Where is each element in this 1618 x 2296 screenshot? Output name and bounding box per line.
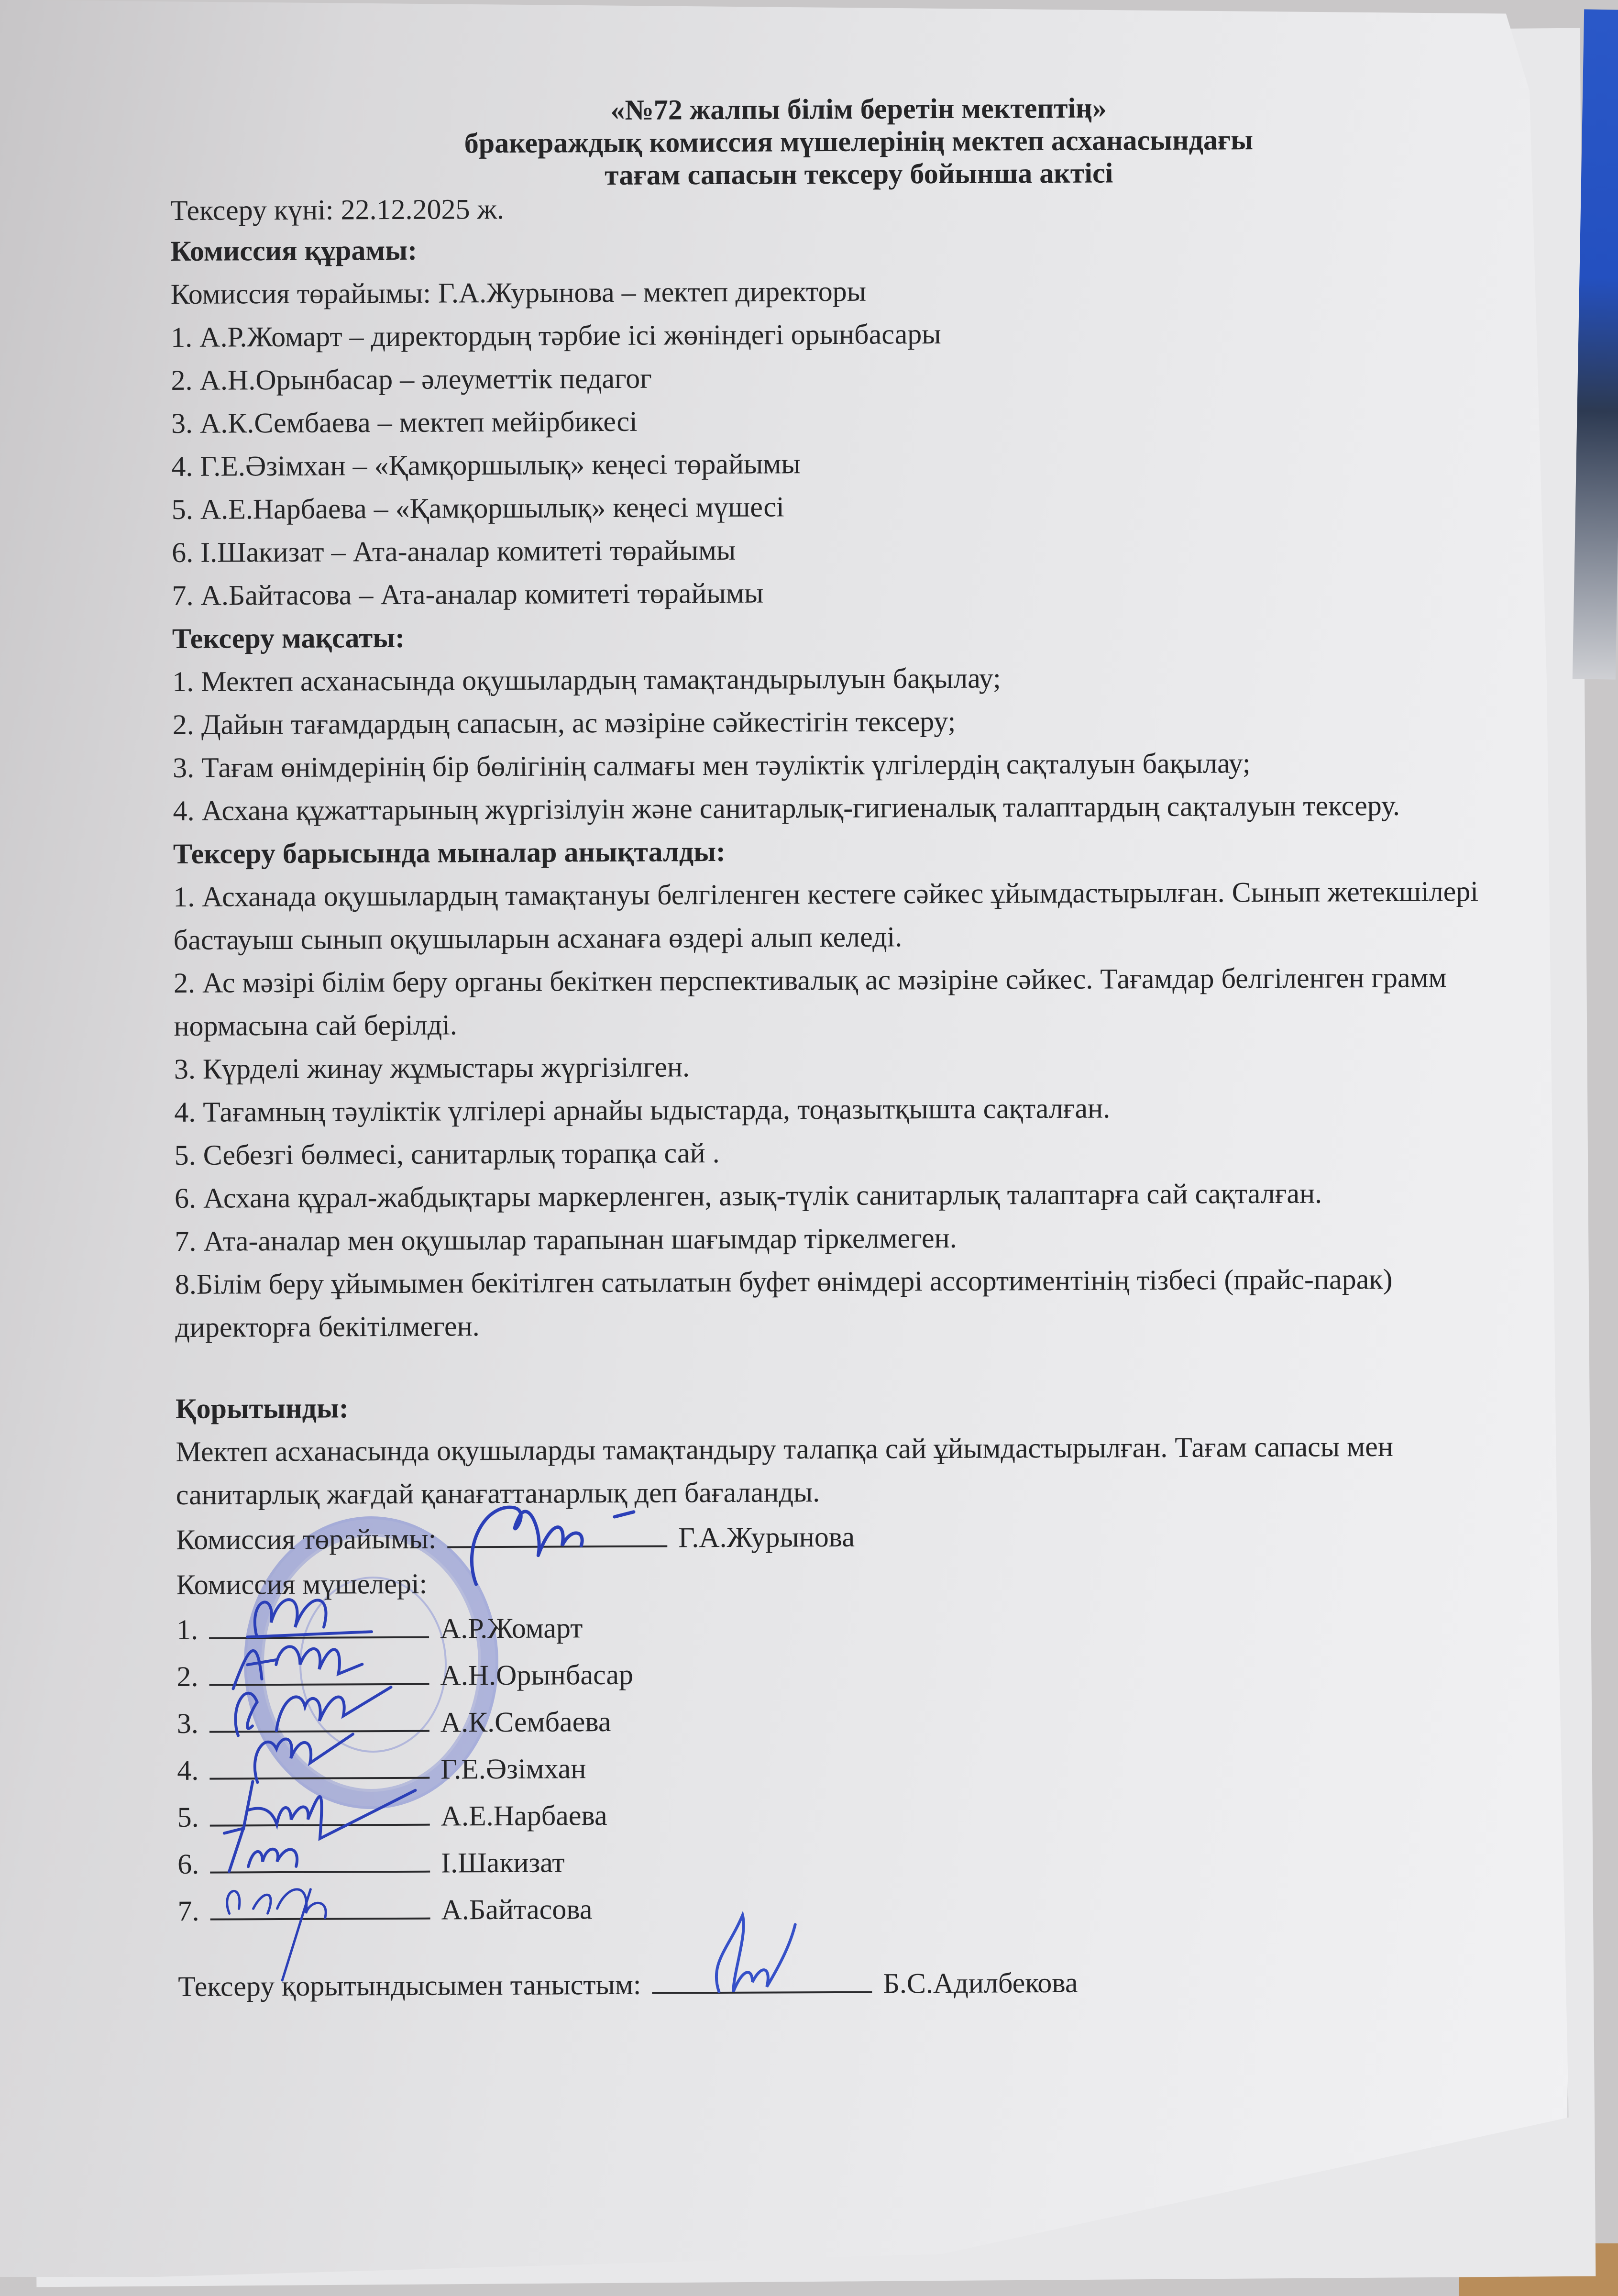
conclusion-text: Мектеп асханасында оқушыларды тамақтандыру талапқа сай ұйымдастырылған. Тағам сапасы мен санитарлық жағдай қанағаттанарлық деп бағаланды. xyxy=(176,1430,1394,1511)
member-number: 2. xyxy=(176,1660,198,1692)
member-signature-row-5 xyxy=(177,1788,1554,1841)
member-signature-row-3 xyxy=(177,1694,1554,1747)
members-signature-label: Комиссия мүшелері: xyxy=(176,1567,428,1601)
title-line-2: бракераждық комиссия мүшелерінің мектеп асханасындағы xyxy=(464,124,1254,159)
goal-item-1: 1. Мектеп асханасында оқушылардың тамақтандырылуын бақылау; xyxy=(172,662,1001,697)
member-number: 6. xyxy=(177,1848,199,1880)
finding-item-5: 5. Себезгі бөлмесі, санитарлық торапқа сай . xyxy=(174,1137,720,1171)
member-signature-row-6 xyxy=(177,1834,1555,1888)
findings-heading: Тексеру барысында мыналар анықталды: xyxy=(173,835,726,870)
chair-signature-label: Комиссия төрайымы: xyxy=(176,1523,437,1556)
goal-item-2: 2. Дайын тағамдардың сапасын, ас мәзіріне сәйкестігін тексеру; xyxy=(172,705,956,740)
title-line-3: тағам сапасын тексеру бойынша актісі xyxy=(605,157,1113,191)
member-name: А.К.Сембаева xyxy=(440,1706,611,1738)
commission-member-6: 6. І.Шакизат – Ата-аналар комитеті төрайымы xyxy=(172,534,736,568)
acknowledgement-signature-line[interactable] xyxy=(652,1963,872,1994)
member-name: А.Байтасова xyxy=(441,1893,593,1926)
finding-item-4: 4. Тағамның тәуліктік үлгілері арнайы ыдыстарда, тоңазытқышта сақталған. xyxy=(174,1092,1111,1128)
member-number: 1. xyxy=(176,1613,198,1645)
acknowledgement-label: Тексеру қорытындысымен таныстым: xyxy=(178,1968,641,2002)
finding-item-2: 2. Ас мәзірі білім беру органы бекіткен перспективалық ас мәзіріне сәйкес. Тағамдар белгіленген грамм нормасына сай берілді. xyxy=(173,961,1447,1042)
commission-member-4: 4. Г.Е.Әзімхан – «Қамқоршылық» кеңесі төрайымы xyxy=(171,448,801,482)
member-number: 7. xyxy=(177,1895,199,1927)
chair-signature-line[interactable] xyxy=(447,1516,667,1548)
spacer xyxy=(175,1343,1552,1387)
commission-heading: Комиссия құрамы: xyxy=(170,234,418,267)
member-signature-row-1 xyxy=(176,1600,1554,1653)
member-signature-line[interactable] xyxy=(210,1842,430,1874)
member-name: А.Н.Орынбасар xyxy=(440,1658,634,1691)
acknowledgement-row xyxy=(178,1957,1555,2010)
member-signature-line[interactable] xyxy=(209,1608,429,1639)
member-name: А.Е.Нарбаева xyxy=(440,1799,607,1832)
commission-member-2: 2. А.Н.Орынбасар – әлеуметтік педагог xyxy=(171,362,652,396)
member-name: Г.Е.Әзімхан xyxy=(440,1753,586,1785)
commission-member-7: 7. А.Байтасова – Ата-аналар комитеті төрайымы xyxy=(172,577,764,611)
member-name: А.Р.Жомарт xyxy=(440,1612,583,1645)
chair-name: Г.А.Журынова xyxy=(678,1521,855,1554)
finding-item-1: 1. Асханада оқушылардың тамақтануы белгіленген кестеге сәйкес ұйымдастырылған. Сынып жетекшілері бастауыш сынып оқушыларын асханаға өздері алып келеді. xyxy=(173,875,1479,956)
commission-member-3: 3. А.К.Сембаева – мектеп мейірбикесі xyxy=(171,405,638,439)
commission-member-1: 1. А.Р.Жомарт – директордың тәрбие ісі жөніндегі орынбасары xyxy=(171,318,941,353)
title-line-1: «№72 жалпы білім беретін мектептің» xyxy=(610,92,1107,126)
member-number: 3. xyxy=(176,1707,198,1739)
finding-item-7: 7. Ата-аналар мен оқушылар тарапынан шағымдар тіркелмеген. xyxy=(175,1222,957,1257)
member-number: 4. xyxy=(177,1754,199,1786)
member-signature-line[interactable] xyxy=(209,1748,429,1780)
member-name: І.Шакизат xyxy=(440,1846,565,1879)
chair-signature-row xyxy=(176,1510,1553,1563)
member-signature-row-4 xyxy=(177,1741,1554,1794)
commission-member-5: 5. А.Е.Нарбаева – «Қамқоршылық» кеңесі мүшесі xyxy=(171,491,784,525)
goals-heading: Тексеру мақсаты: xyxy=(172,621,405,654)
goal-item-4: 4. Асхана құжаттарының жүргізілуін және санитарлық-гигиеналық талаптардың сақталуын тексеру. xyxy=(173,789,1400,827)
document-title xyxy=(170,89,1548,193)
finding-item-6: 6. Асхана құрал-жабдықтары маркерленген, азық-түлік санитарлық талаптарға сай сақталған. xyxy=(174,1177,1322,1214)
member-signature-line[interactable] xyxy=(210,1795,430,1827)
conclusion-heading: Қорытынды: xyxy=(175,1392,349,1424)
finding-item-8: 8.Білім беру ұйымымен бекітілген сатылатын буфет өнімдері ассортиментінің тізбесі (прайс-парак) директорға бекітілмеген. xyxy=(175,1263,1393,1343)
commission-chair: Комиссия төрайымы: Г.А.Журынова – мектеп директоры xyxy=(170,275,867,310)
member-signature-row-2 xyxy=(176,1647,1554,1700)
inspection-date: Тексеру күні: 22.12.2025 ж. xyxy=(170,193,505,226)
member-signature-line[interactable] xyxy=(209,1655,429,1686)
goal-item-3: 3. Тағам өнімдерінің бір бөлігінің салмағы мен тәуліктік үлгілердің сақталуын бақылау; xyxy=(172,747,1251,784)
member-signature-line[interactable] xyxy=(210,1889,430,1921)
acknowledgement-name: Б.С.Адилбекова xyxy=(883,1966,1078,1999)
member-signature-line[interactable] xyxy=(209,1701,429,1733)
finding-item-3: 3. Күрделі жинау жұмыстары жүргізілген. xyxy=(174,1051,690,1085)
inspection-act-document xyxy=(170,89,1555,2010)
member-number: 5. xyxy=(177,1801,199,1833)
member-signature-row-7 xyxy=(177,1881,1555,1934)
